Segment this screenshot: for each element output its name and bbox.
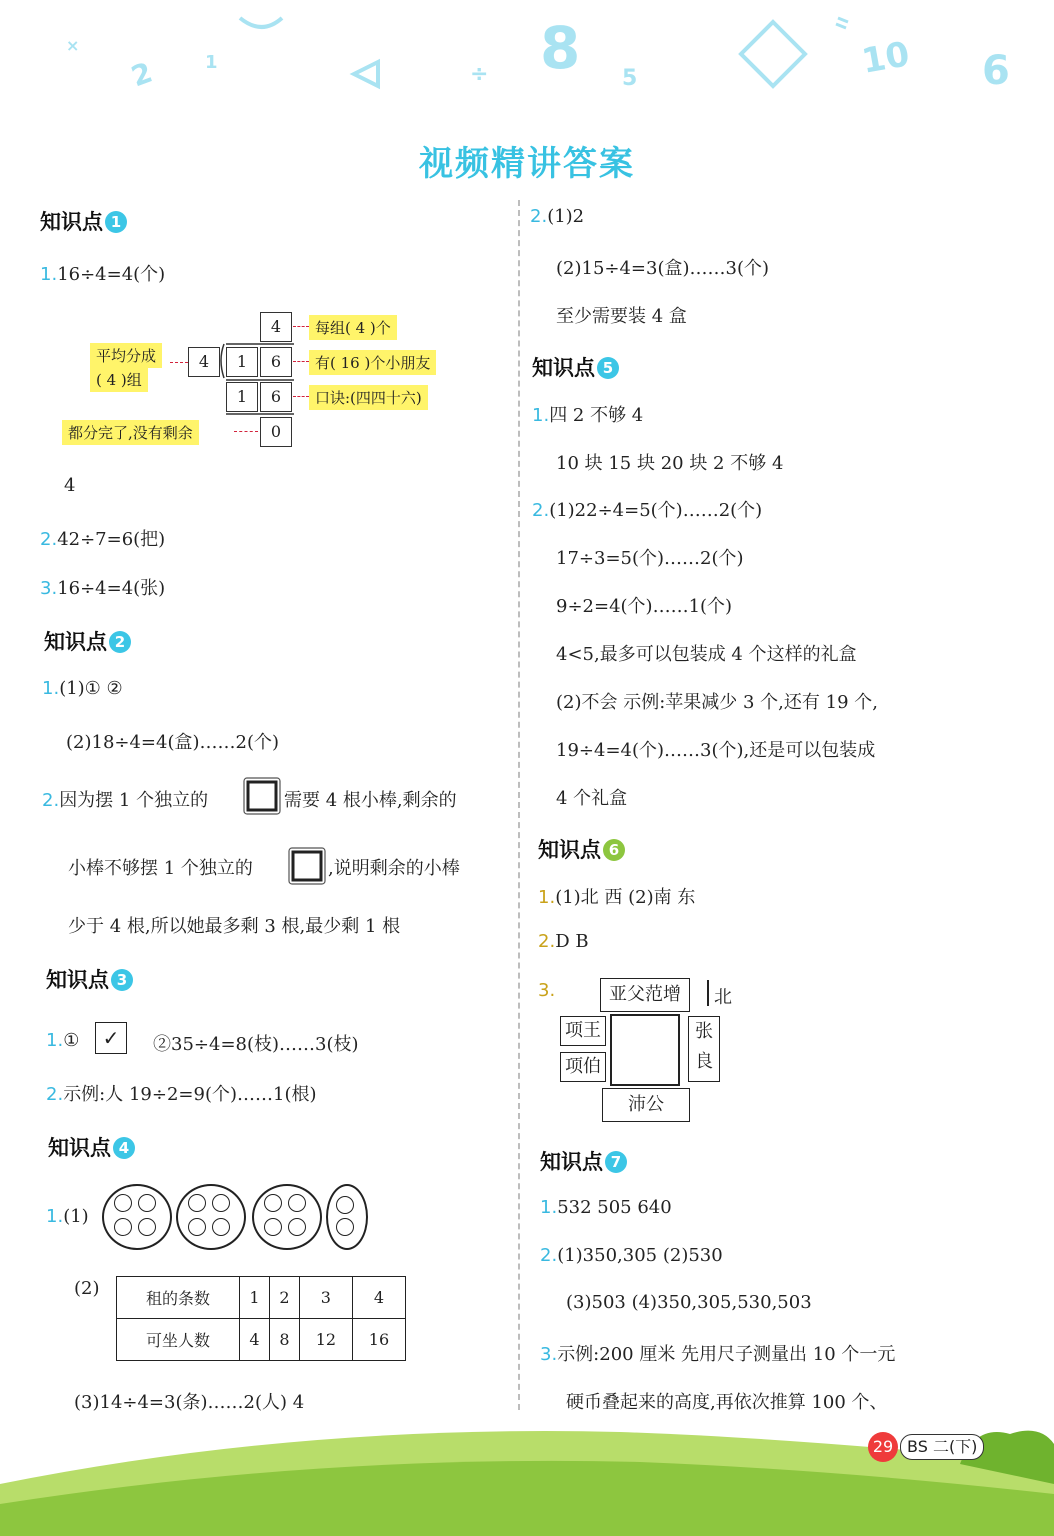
table-cell: 1 <box>240 1277 270 1319</box>
diagram-arrow <box>293 361 309 362</box>
diagram-note-remainder: 都分完了,没有剩余 <box>62 420 199 445</box>
map-table <box>610 1014 680 1086</box>
table-cell: 2 <box>269 1277 299 1319</box>
section-number-badge: 7 <box>605 1151 627 1173</box>
diagram-cell: 4 <box>188 347 220 377</box>
diagram-cell: 6 <box>260 347 292 377</box>
section-heading-label: 知识点 <box>538 838 601 862</box>
section-number-badge: 4 <box>113 1137 135 1159</box>
diagram-arrow <box>293 396 309 397</box>
answer-text: (1)北 西 (2)南 东 <box>555 887 696 908</box>
table-cell: 16 <box>352 1319 405 1361</box>
question-number: 1. <box>540 1197 558 1218</box>
answer-text: 需要 4 根小棒,剩余的 <box>284 790 457 811</box>
page-number-badge: 29 <box>868 1432 898 1462</box>
dot <box>336 1218 354 1236</box>
dot <box>336 1196 354 1214</box>
decor-shapes <box>0 0 1054 120</box>
dot <box>212 1218 230 1236</box>
question-number: 1. <box>40 264 58 285</box>
question-number: 1. <box>532 405 550 426</box>
answer-line <box>540 1245 723 1266</box>
section-heading-7 <box>540 1146 627 1176</box>
section-heading-label: 知识点 <box>532 356 595 380</box>
question-number: 2. <box>540 1245 558 1266</box>
diagram-note-per-group: 每组( 4 )个 <box>309 315 397 340</box>
answer-text: (2)不会 示例:苹果减少 3 个,还有 19 个, <box>556 692 878 713</box>
answer-text: (1)① ② <box>59 678 123 699</box>
table-cell: 4 <box>352 1277 405 1319</box>
section-number-badge: 2 <box>109 631 131 653</box>
section-heading-2 <box>44 626 131 656</box>
decor-digit: 10 <box>858 34 913 82</box>
answer-text: ②35÷4=8(枝)……3(枝) <box>153 1034 359 1055</box>
answer-line <box>538 883 695 909</box>
answer-text: (1) <box>63 1206 89 1227</box>
table-cell: 租的条数 <box>117 1277 240 1319</box>
answer-text: 因为摆 1 个独立的 <box>59 790 209 811</box>
decor-digit: 6 <box>982 48 1010 94</box>
map-seat-right <box>688 1016 720 1082</box>
section-heading-label: 知识点 <box>48 1136 111 1160</box>
question-number: 3. <box>540 1344 558 1365</box>
answer-text: 至少需要装 4 盒 <box>556 306 687 327</box>
diagram-label-groups-2: ( 4 )组 <box>90 367 148 392</box>
section-number-badge: 6 <box>603 839 625 861</box>
table-row <box>117 1319 406 1361</box>
answer-text: ① <box>63 1030 80 1051</box>
section-heading-label: 知识点 <box>40 210 103 234</box>
section-number-badge: 1 <box>105 211 127 233</box>
answer-text: 少于 4 根,所以她最多剩 3 根,最少剩 1 根 <box>68 916 401 937</box>
dot <box>264 1194 282 1212</box>
answer-line <box>42 678 123 699</box>
answer-line <box>46 1030 79 1051</box>
answer-text: 4 个礼盒 <box>556 788 628 809</box>
decor-digit: 5 <box>622 66 638 91</box>
section-heading-label: 知识点 <box>46 968 109 992</box>
map-seat-top: 亚父范增 <box>600 978 690 1012</box>
table-cell: 12 <box>299 1319 352 1361</box>
column-divider <box>518 200 520 1410</box>
answer-text: 16÷4=4(个) <box>57 264 166 285</box>
table-cell: 4 <box>240 1319 270 1361</box>
dot <box>188 1194 206 1212</box>
section-heading-4 <box>48 1132 135 1162</box>
question-number: 2. <box>42 790 60 811</box>
answer-line <box>40 574 165 600</box>
section-heading-5 <box>532 352 619 382</box>
dot <box>138 1218 156 1236</box>
map-seat-left-2: 项伯 <box>560 1052 606 1082</box>
answer-text: (2) <box>74 1278 100 1299</box>
answer-text: (3)503 (4)350,305,530,503 <box>566 1292 812 1313</box>
diagram-cell: 1 <box>226 347 258 377</box>
answer-text: 42÷7=6(把) <box>57 529 166 550</box>
decor-digit: × <box>66 36 80 55</box>
check-mark-icon: ✓ <box>95 1022 127 1054</box>
map-seat-right-char: 良 <box>695 1051 713 1072</box>
grade-label: BS 二(下) <box>900 1434 984 1460</box>
section-number-badge: 3 <box>111 969 133 991</box>
answer-text: 四 2 不够 4 <box>549 405 644 426</box>
question-number <box>538 980 555 1001</box>
answer-text: 4 <box>64 475 76 496</box>
question-number: 1. <box>42 678 60 699</box>
answer-line <box>46 1080 317 1106</box>
answer-text: (3)14÷4=3(条)……2(人) 4 <box>74 1392 305 1413</box>
dot <box>138 1194 156 1212</box>
table-cell: 3 <box>299 1277 352 1319</box>
answer-text: (2)18÷4=4(盒)……2(个) <box>66 732 280 753</box>
dot <box>288 1194 306 1212</box>
north-arrow-icon <box>707 980 709 1006</box>
dot <box>288 1218 306 1236</box>
question-number: 2. <box>46 1084 64 1105</box>
answer-text: 示例:200 厘米 先用尺子测量出 10 个一元 <box>557 1344 896 1365</box>
answer-text: 硬币叠起来的高度,再依次推算 100 个、 <box>566 1392 888 1413</box>
section-number-badge: 5 <box>597 357 619 379</box>
answer-line <box>40 525 165 551</box>
answer-text: 9÷2=4(个)……1(个) <box>556 596 733 617</box>
decor-digit: 8 <box>540 14 581 82</box>
section-heading-6 <box>538 834 625 864</box>
answer-text: 4<5,最多可以包装成 4 个这样的礼盒 <box>556 644 857 665</box>
diagram-note-total: 有( 16 )个小朋友 <box>309 350 436 375</box>
question-number: 1. <box>46 1030 64 1051</box>
dot <box>114 1218 132 1236</box>
answer-text: (1)2 <box>547 206 585 227</box>
answer-line <box>40 260 165 286</box>
question-number: 3. <box>40 578 58 599</box>
dot <box>114 1194 132 1212</box>
question-number: 2. <box>532 500 550 521</box>
answer-text: ,说明剩余的小棒 <box>328 858 460 879</box>
group-oval <box>326 1184 368 1250</box>
answer-text: (1)22÷4=5(个)……2(个) <box>549 500 763 521</box>
answer-text: 小棒不够摆 1 个独立的 <box>68 858 253 879</box>
answer-line <box>532 401 643 427</box>
page-title: 视频精讲答案 <box>419 144 635 184</box>
seat-table <box>116 1276 406 1361</box>
diagram-cell: 0 <box>260 417 292 447</box>
group-oval <box>252 1184 322 1250</box>
diagram-note-rhyme: 口诀:(四四十六) <box>309 385 428 410</box>
answer-text: 19÷4=4(个)……3(个),还是可以包装成 <box>556 740 876 761</box>
answer-text: 532 505 640 <box>557 1197 672 1218</box>
question-number: 1. <box>46 1206 64 1227</box>
question-number: 2. <box>40 529 58 550</box>
north-label: 北 <box>714 987 732 1008</box>
section-heading-1 <box>40 206 127 236</box>
answer-line <box>532 496 762 522</box>
dot <box>188 1218 206 1236</box>
diagram-label-groups-1: 平均分成 <box>90 343 162 368</box>
answer-line <box>46 1206 89 1227</box>
decor-digit: 2 <box>126 55 157 94</box>
dot <box>212 1194 230 1212</box>
answer-line <box>530 206 584 227</box>
map-seat-right-char: 张 <box>695 1021 713 1042</box>
answer-line <box>42 786 208 812</box>
table-row <box>117 1277 406 1319</box>
division-bracket <box>218 342 298 422</box>
dot <box>264 1218 282 1236</box>
section-heading-3 <box>46 964 133 994</box>
answer-text: 16÷4=4(张) <box>57 578 166 599</box>
answer-text: (2)15÷4=3(盒)……3(个) <box>556 258 770 279</box>
question-number: 2. <box>530 206 548 227</box>
map-seat-left-1: 项王 <box>560 1016 606 1046</box>
answer-text: 17÷3=5(个)……2(个) <box>556 548 744 569</box>
answer-text: D B <box>555 931 589 952</box>
section-heading-label: 知识点 <box>540 1150 603 1174</box>
group-oval <box>102 1184 172 1250</box>
group-oval <box>176 1184 246 1250</box>
question-number: 3. <box>538 980 556 1001</box>
question-number: 2. <box>538 931 556 952</box>
diagram-arrow <box>293 326 309 327</box>
answer-line <box>540 1197 672 1218</box>
diagram-arrow <box>170 362 188 363</box>
decor-digit: ÷ <box>470 62 489 87</box>
stick-square-icon <box>287 846 327 886</box>
answer-line <box>540 1340 895 1366</box>
stick-square-icon <box>242 776 282 816</box>
map-seat-bottom: 沛公 <box>602 1088 690 1122</box>
diagram-cell: 1 <box>226 382 258 412</box>
answer-text: (1)350,305 (2)530 <box>557 1245 723 1266</box>
diagram-cell: 6 <box>260 382 292 412</box>
table-cell: 8 <box>269 1319 299 1361</box>
section-heading-label: 知识点 <box>44 630 107 654</box>
answer-text: 10 块 15 块 20 块 2 不够 4 <box>556 453 784 474</box>
question-number: 1. <box>538 887 556 908</box>
diagram-arrow <box>234 431 258 432</box>
answer-text: 示例:人 19÷2=9(个)……1(根) <box>63 1084 317 1105</box>
table-cell: 可坐人数 <box>117 1319 240 1361</box>
diagram-cell: 4 <box>260 312 292 342</box>
answer-line <box>538 931 589 952</box>
decor-digit: 1 <box>205 52 218 73</box>
